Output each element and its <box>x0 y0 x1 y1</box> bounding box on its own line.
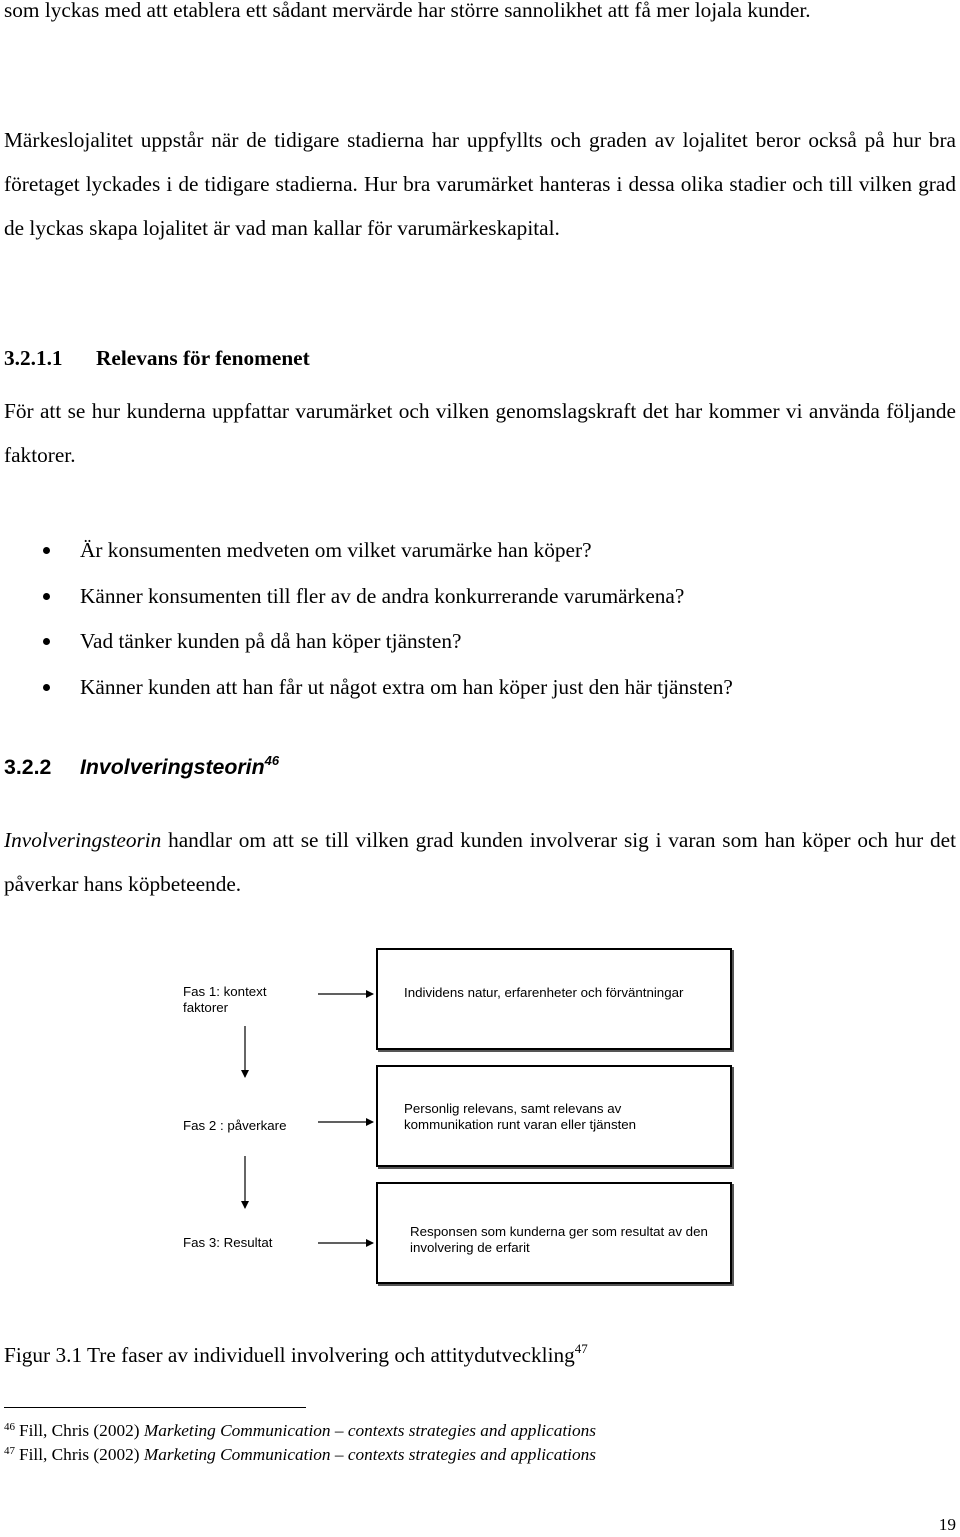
stage-box <box>376 948 732 1050</box>
factor-list <box>40 528 733 710</box>
footnote-ref: 46 <box>264 753 280 768</box>
bullet-icon <box>43 593 50 600</box>
involvement-diagram <box>0 940 960 1300</box>
stage-label: Fas 2 : påverkare <box>183 1118 287 1133</box>
stage-description: Responsen som kunderna ger som resultat av den involvering de erfarit <box>410 1224 708 1255</box>
list-item: Är konsumenten medveten om vilket varumärke han köper? <box>40 528 733 574</box>
section-title: Involveringsteorin <box>80 755 265 779</box>
list-item: Känner konsumenten till fler av de andra konkurrerande varumärkena? <box>40 574 733 620</box>
list-item: Vad tänker kunden på då han köper tjänsten? <box>40 619 733 665</box>
footnote-ref: 47 <box>574 1341 588 1356</box>
involvement-paragraph <box>4 818 956 906</box>
page-number: 19 <box>938 1515 956 1534</box>
list-item: Känner kunden att han får ut något extra om han köper just den här tjänsten? <box>40 665 733 711</box>
footnote-divider <box>4 1407 306 1408</box>
paragraph-text: handlar om att se till vilken grad kunden involverar sig i varan som han köper och hur det påverkar hans köpbeteende. <box>4 828 956 896</box>
figure-caption: Figur 3.1 Tre faser av individuell involvering och attitydutveckling$^{47}$ <box>4 1341 588 1367</box>
bullet-icon <box>43 638 50 645</box>
stage-description: Individens natur, erfarenheter och förväntningar <box>404 985 684 1000</box>
footnote-47: $^{47}$ Fill, Chris (2002) Marketing Communication – contexts strategies and applications <box>4 1445 596 1464</box>
section-heading-3-2-1-1 <box>4 343 310 373</box>
section-number: 3.2.2 <box>4 755 52 779</box>
section-title: Relevans för fenomenet <box>96 346 310 370</box>
stage-description: Personlig relevans, samt relevans av kommunikation runt varan eller tjänsten <box>404 1101 637 1132</box>
intro-paragraph: som lyckas med att etablera ett sådant mervärde har större sannolikhet att få mer lojala kunder. <box>4 0 811 22</box>
stage-label: Fas 1: kontext faktorer <box>183 984 267 1015</box>
stage-box <box>376 1065 732 1167</box>
relevance-paragraph: För att se hur kunderna uppfattar varumärket och vilken genomslagskraft det har kommer vi använda följande faktorer. <box>4 399 956 467</box>
loyalty-paragraph: Märkeslojalitet uppstår när de tidigare stadierna har uppfyllts och graden av lojalitet beror också på hur bra företaget lyckades i de tidigare stadierna. Hur bra varumärket hanteras i dessa olika stadier och till vilken grad de lyckas skapa lojalitet är vad man kallar för varumärkeskapital. <box>4 128 956 240</box>
theory-term: Involveringsteorin <box>4 828 162 852</box>
bullet-icon <box>43 547 50 554</box>
stage-box <box>376 1182 732 1284</box>
footnote-46: $^{46}$ Fill, Chris (2002) Marketing Communication – contexts strategies and applications <box>4 1421 596 1440</box>
stage-label: Fas 3: Resultat <box>183 1235 273 1250</box>
section-number: 3.2.1.1 <box>4 346 63 370</box>
bullet-icon <box>43 684 50 691</box>
section-heading-3-2-2 <box>4 752 279 782</box>
